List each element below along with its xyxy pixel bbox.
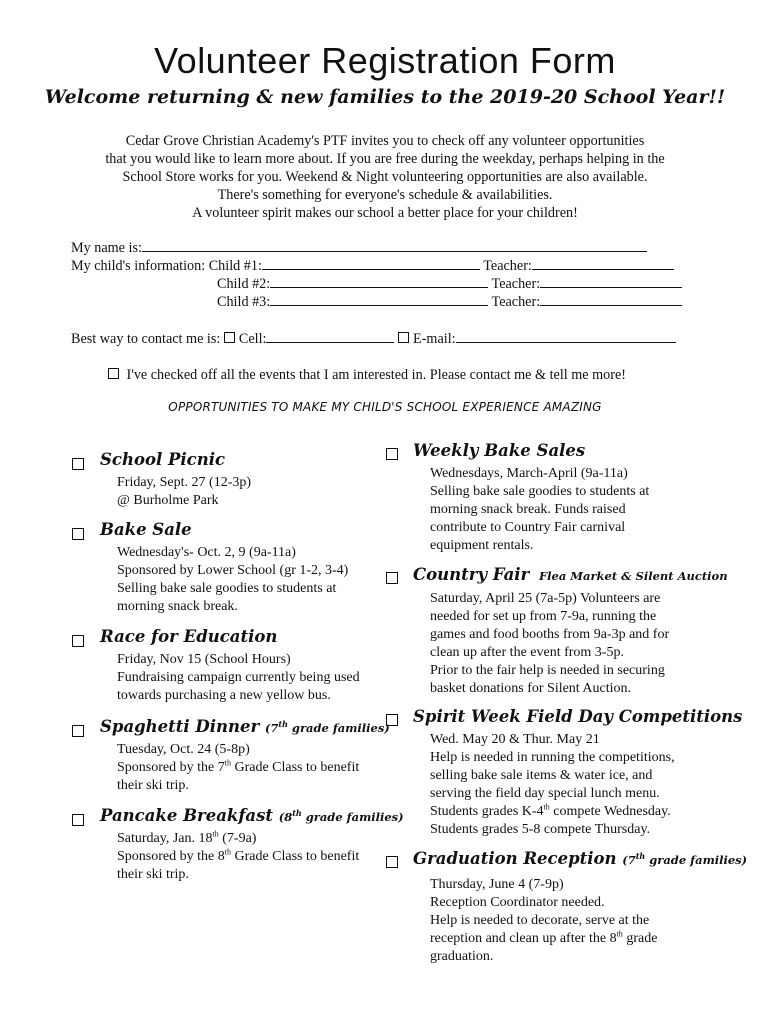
race-for-education-checkbox[interactable] <box>72 635 84 647</box>
contact-row <box>71 329 676 348</box>
cell-checkbox[interactable] <box>224 332 235 343</box>
page-subtitle: Welcome returning & new families to the 2019-20 School Year!! <box>44 86 726 108</box>
spaghetti-dinner-checkbox[interactable] <box>72 725 84 737</box>
child3-field[interactable] <box>270 292 488 306</box>
child1-label: Child #1: <box>208 258 262 274</box>
spaghetti-dinner-note: (7th grade families) <box>264 719 390 735</box>
email-field[interactable] <box>456 329 676 343</box>
detail-line: Tuesday, Oct. 24 (5-8p) <box>117 742 250 757</box>
detail-line: Selling bake sale goodies to students at <box>430 484 650 499</box>
teacher2-field[interactable] <box>540 274 682 288</box>
spaghetti-dinner-details <box>117 741 359 795</box>
country-fair-title: Country Fair <box>413 565 530 584</box>
detail-line: Wednesday's- Oct. 2, 9 (9a-11a) <box>117 545 296 560</box>
weekly-bake-sales-title: Weekly Bake Sales <box>413 441 586 460</box>
detail-line: reception and clean up after the 8th grade <box>430 929 658 946</box>
race-for-education-title: Race for Education <box>100 627 278 646</box>
detail-line: Saturday, Jan. 18th (7-9a) <box>117 829 257 846</box>
child2-label: Child #2: <box>217 276 271 292</box>
detail-line: Students grades 5-8 compete Thursday. <box>430 822 651 837</box>
interest-row <box>108 366 626 384</box>
graduation-reception-checkbox[interactable] <box>386 856 398 868</box>
race-for-education-details <box>117 651 360 705</box>
name-label: My name is: <box>71 240 142 256</box>
pancake-breakfast-note: (8th grade families) <box>278 808 404 824</box>
detail-line: towards purchasing a new yellow bus. <box>117 688 331 703</box>
detail-line: Wed. May 20 & Thur. May 21 <box>430 732 600 747</box>
child1-field[interactable] <box>262 256 480 270</box>
detail-line: Wednesdays, March-April (9a-11a) <box>430 466 628 481</box>
detail-line: Help is needed to decorate, serve at the <box>430 913 650 928</box>
name-row <box>71 238 647 257</box>
child-info-label: My child's information: <box>71 258 206 274</box>
detail-line: Friday, Nov 15 (School Hours) <box>117 652 291 667</box>
country-fair-checkbox[interactable] <box>386 572 398 584</box>
cell-field[interactable] <box>266 329 394 343</box>
teacher3-field[interactable] <box>540 292 682 306</box>
intro-line: A volunteer spirit makes our school a better place for your children! <box>192 205 578 221</box>
detail-line: Students grades K-4th compete Wednesday. <box>430 802 671 819</box>
intro-line: that you would like to learn more about. If you are free during the weekday, perhaps helping in the <box>105 151 665 167</box>
pancake-breakfast-details <box>117 830 359 884</box>
detail-line: Reception Coordinator needed. <box>430 895 605 910</box>
pancake-breakfast-title: Pancake Breakfast <box>100 806 274 825</box>
teacher1-field[interactable] <box>532 256 674 270</box>
weekly-bake-sales-details <box>430 465 649 555</box>
detail-line: Thursday, June 4 (7-9p) <box>430 877 564 892</box>
detail-line: Fundraising campaign currently being used <box>117 670 360 685</box>
graduation-reception-header <box>413 849 747 868</box>
detail-line: Sponsored by the 8th Grade Class to benefit <box>117 847 360 864</box>
interest-label: I've checked off all the events that I am interested in. Please contact me & tell me more! <box>126 367 626 383</box>
teacher-label: Teacher: <box>491 276 541 292</box>
name-field[interactable] <box>142 238 647 252</box>
child-info-row-3 <box>217 292 682 311</box>
country-fair-note: Flea Market & Silent Auction <box>539 569 728 583</box>
school-picnic-title: School Picnic <box>100 450 226 469</box>
bake-sale-checkbox[interactable] <box>72 528 84 540</box>
detail-line: Selling bake sale goodies to students at <box>117 581 337 596</box>
graduation-reception-note: (7th grade families) <box>622 851 748 867</box>
detail-line: clean up after the event from 3-5p. <box>430 645 624 660</box>
detail-line: Sponsored by the 7th Grade Class to benefit <box>117 758 360 775</box>
child-info-row-2 <box>217 274 682 293</box>
country-fair-header <box>413 565 728 584</box>
detail-line: their ski trip. <box>117 867 189 882</box>
graduation-reception-title: Graduation Reception <box>413 849 617 868</box>
spirit-week-details <box>430 731 675 839</box>
intro-line: There's something for everyone's schedule & availabilities. <box>217 187 553 203</box>
page-title: Volunteer Registration Form <box>154 40 616 81</box>
weekly-bake-sales-checkbox[interactable] <box>386 448 398 460</box>
detail-line: @ Burholme Park <box>117 493 219 508</box>
detail-line: Help is needed in running the competitions, <box>430 750 675 765</box>
child2-field[interactable] <box>270 274 488 288</box>
detail-line: Saturday, April 25 (7a-5p) Volunteers are <box>430 591 661 606</box>
school-picnic-details <box>117 474 251 510</box>
teacher-label: Teacher: <box>483 258 532 274</box>
cell-label: Cell: <box>238 331 267 347</box>
detail-line: morning snack break. Funds raised <box>430 502 626 517</box>
spaghetti-dinner-title: Spaghetti Dinner <box>100 717 260 736</box>
email-label: E-mail: <box>413 331 456 347</box>
detail-line: contribute to Country Fair carnival <box>430 520 626 535</box>
detail-line: serving the field day special lunch menu. <box>430 786 660 801</box>
pancake-breakfast-checkbox[interactable] <box>72 814 84 826</box>
intro-line: Cedar Grove Christian Academy's PTF invites you to check off any volunteer opportunities <box>125 133 645 149</box>
graduation-reception-details <box>430 876 657 966</box>
detail-line: graduation. <box>430 949 494 964</box>
detail-line: games and food booths from 9a-3p and for <box>430 627 670 642</box>
bake-sale-title: Bake Sale <box>100 520 192 539</box>
detail-line: morning snack break. <box>117 599 238 614</box>
detail-line: Prior to the fair help is needed in securing <box>430 663 665 678</box>
bake-sale-details <box>117 544 348 616</box>
teacher-label: Teacher: <box>491 294 541 310</box>
school-picnic-checkbox[interactable] <box>72 458 84 470</box>
contact-label: Best way to contact me is: <box>71 331 221 347</box>
detail-line: Friday, Sept. 27 (12-3p) <box>117 475 252 490</box>
child-info-row-1 <box>71 256 674 275</box>
detail-line: equipment rentals. <box>430 538 534 553</box>
email-checkbox[interactable] <box>398 332 409 343</box>
detail-line: selling bake sale items & water ice, and <box>430 768 653 783</box>
pancake-breakfast-header <box>100 806 404 825</box>
detail-line: their ski trip. <box>117 778 189 793</box>
child3-label: Child #3: <box>217 294 271 310</box>
detail-line: basket donations for Silent Auction. <box>430 681 632 696</box>
country-fair-details <box>430 590 669 698</box>
interest-checkbox[interactable] <box>108 368 119 379</box>
intro-line: School Store works for you. Weekend & Night volunteering opportunities are also available. <box>122 169 648 185</box>
intro-paragraph <box>60 132 710 222</box>
spaghetti-dinner-header <box>100 717 390 736</box>
spirit-week-title: Spirit Week Field Day Competitions <box>413 707 743 726</box>
detail-line: needed for set up from 7-9a, running the <box>430 609 657 624</box>
opportunities-heading: OPPORTUNITIES TO MAKE MY CHILD'S SCHOOL EXPERIENCE AMAZING <box>168 400 602 414</box>
detail-line: Sponsored by Lower School (gr 1-2, 3-4) <box>117 563 349 578</box>
spirit-week-checkbox[interactable] <box>386 714 398 726</box>
